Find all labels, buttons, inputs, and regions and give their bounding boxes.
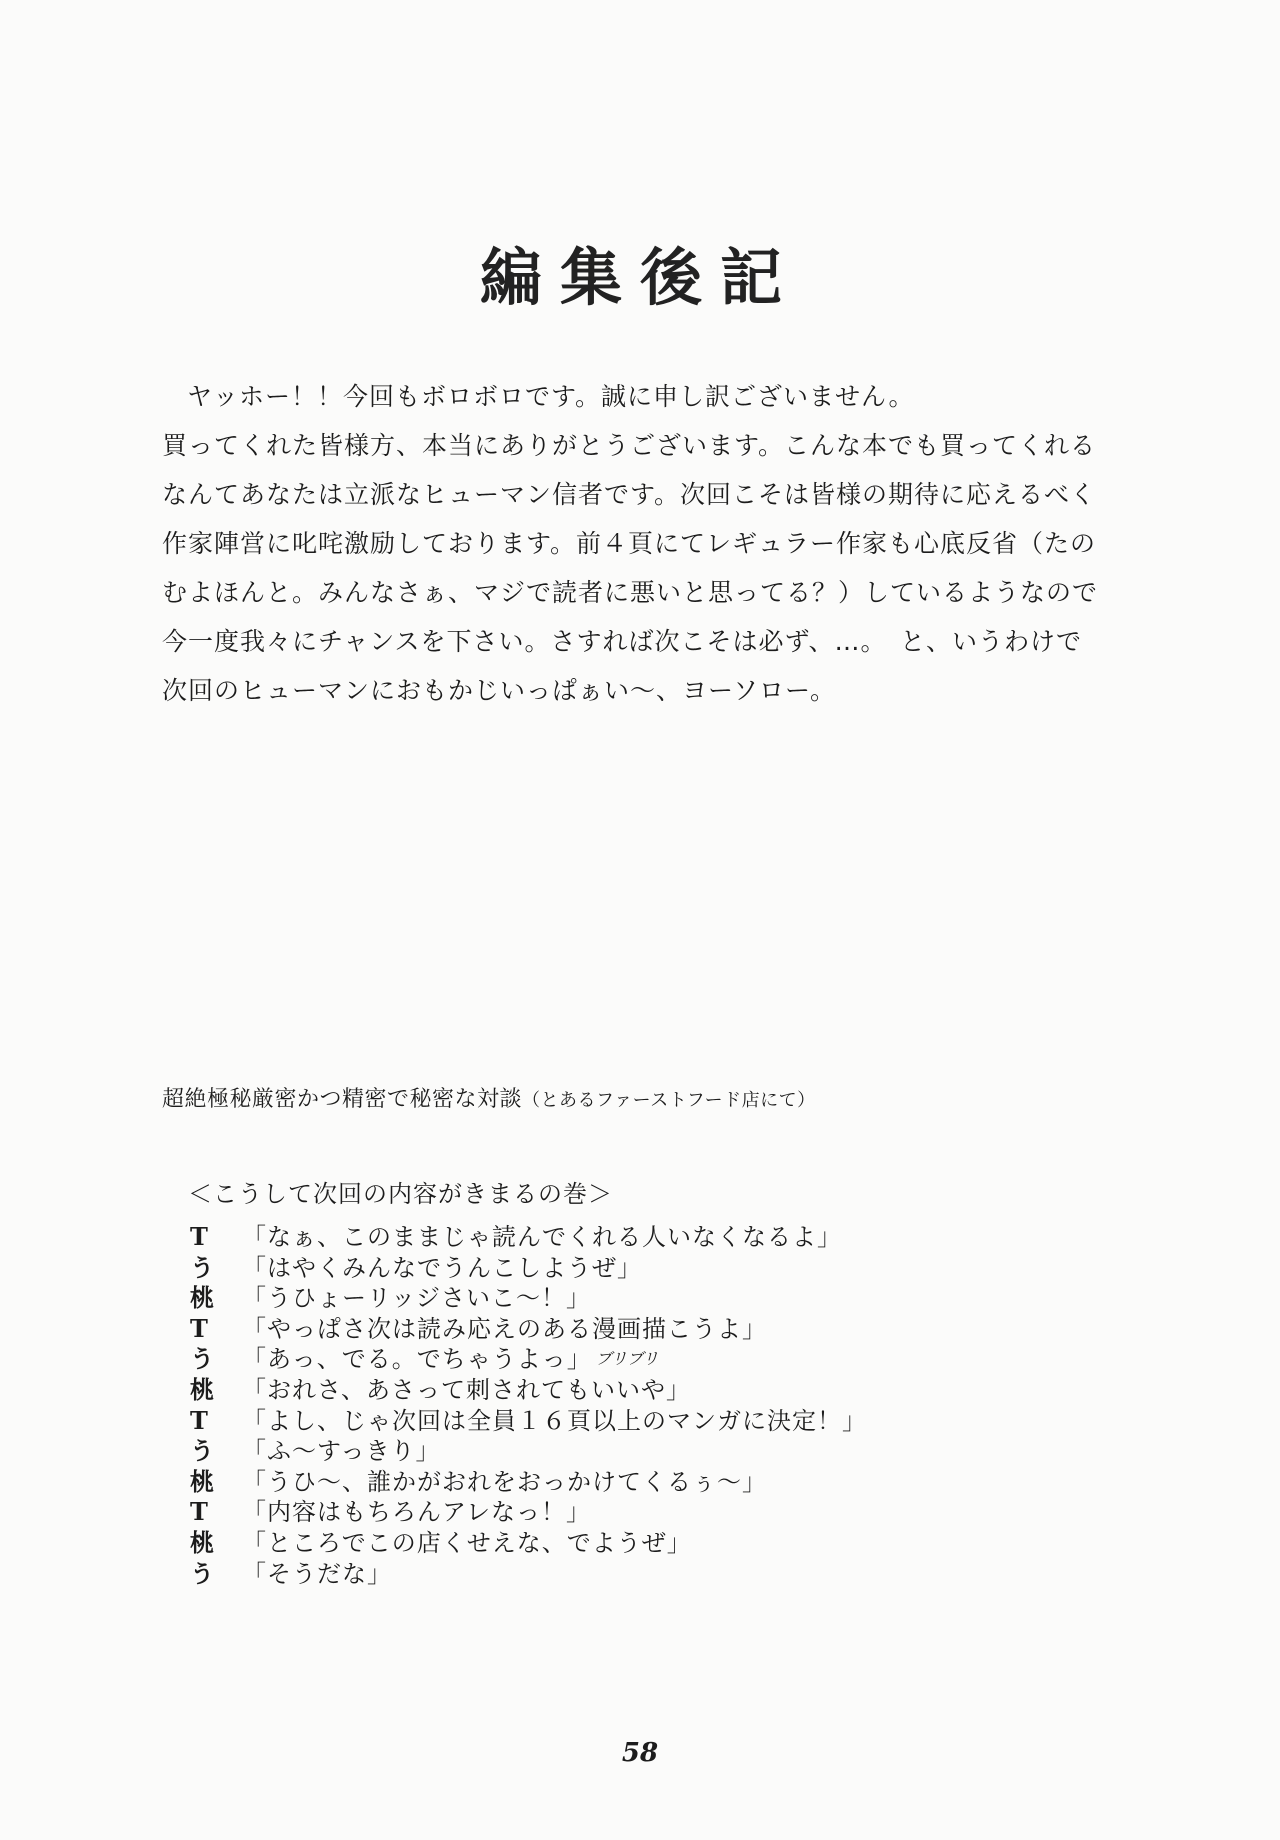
- speech: 「そうだな」: [242, 1559, 392, 1588]
- speech: 「なぁ、このままじゃ読んでくれる人いなくなるよ」: [242, 1223, 842, 1251]
- speaker: う: [190, 1252, 214, 1282]
- speaker: う: [190, 1558, 214, 1588]
- section-title: [162, 1082, 816, 1113]
- speech: 「はやくみんなでうんこしようぜ」: [242, 1253, 642, 1282]
- speaker: 桃: [190, 1466, 214, 1496]
- speech: 「よし、じゃ次回は全員１６頁以上のマンガに決定！」: [242, 1406, 867, 1435]
- speaker: T: [190, 1497, 208, 1527]
- paragraph-line: 作家陣営に叱咤激励しております。前４頁にてレギュラー作家も心底反省（たの: [162, 529, 1097, 558]
- dialogue-line: [190, 1467, 867, 1498]
- speaker: T: [190, 1313, 208, 1343]
- dialogue-line: [190, 1559, 867, 1590]
- paragraph-line: むよほんと。みんなさぁ、マジで読者に悪いと思ってる？）しているようなので: [162, 578, 1099, 607]
- page-number: 58: [621, 1738, 659, 1768]
- speaker: う: [190, 1436, 214, 1466]
- speaker: T: [190, 1405, 208, 1435]
- dialogue-line: [190, 1314, 867, 1345]
- dialogue-list: [190, 1222, 867, 1589]
- speech: 「あっ、でる。でちゃうよっ」: [242, 1345, 592, 1374]
- dialogue-line: [190, 1222, 867, 1253]
- section-subtitle: ＜こうして次回の内容がきまるの巻＞: [188, 1180, 613, 1208]
- section-title-note: （とあるファーストフード店にて）: [522, 1090, 816, 1111]
- dialogue-line: [190, 1436, 867, 1467]
- speech: 「うひょーリッジさいこ〜！」: [242, 1284, 592, 1313]
- dialogue-line: [190, 1283, 867, 1314]
- paragraph-line: ヤッホー！！今回もボロボロです。誠に申し訳ございません。: [187, 382, 915, 411]
- speaker: T: [190, 1222, 208, 1251]
- speech: 「ところでこの店くせえな、でようぜ」: [242, 1528, 692, 1557]
- speech: 「うひ〜、誰かがおれをおっかけてくるぅ〜」: [242, 1467, 767, 1496]
- dialogue-line: [190, 1253, 867, 1284]
- section-title-main: 超絶極秘厳密かつ精密で秘密な対談: [162, 1087, 523, 1112]
- speaker: う: [190, 1344, 214, 1374]
- dialogue-line: [190, 1528, 867, 1559]
- paragraph-line: 次回のヒューマンにおもかじいっぱぁい〜、ヨーソロー。: [162, 676, 837, 705]
- speech: 「やっぱさ次は読み応えのある漫画描こうよ」: [242, 1314, 767, 1343]
- page-title: 編集後記: [479, 241, 800, 314]
- speech: 「内容はもちろんアレなっ！」: [242, 1498, 592, 1527]
- dialogue-line: [190, 1375, 867, 1406]
- dialogue-line: [190, 1406, 867, 1437]
- paragraph-line: 買ってくれた皆様方、本当にありがとうございます。こんな本でも買ってくれる: [162, 431, 1097, 460]
- speaker: 桃: [190, 1374, 214, 1404]
- paragraph-line: 今一度我々にチャンスを下さい。さすれば次こそは必ず、…。 と、いうわけで: [162, 627, 1083, 656]
- sound-effect: ブリブリ: [595, 1349, 659, 1369]
- speaker: 桃: [190, 1527, 214, 1557]
- dialogue-line: [190, 1497, 867, 1528]
- afterword-paragraph: [162, 372, 1122, 715]
- speech: 「おれさ、あさって刺されてもいいや」: [242, 1375, 692, 1404]
- paragraph-line: なんてあなたは立派なヒューマン信者です。次回こそは皆様の期待に応えるべく: [162, 480, 1097, 509]
- speech: 「ふ〜すっきり」: [242, 1437, 441, 1466]
- dialogue-line: [190, 1344, 867, 1375]
- speaker: 桃: [190, 1283, 214, 1313]
